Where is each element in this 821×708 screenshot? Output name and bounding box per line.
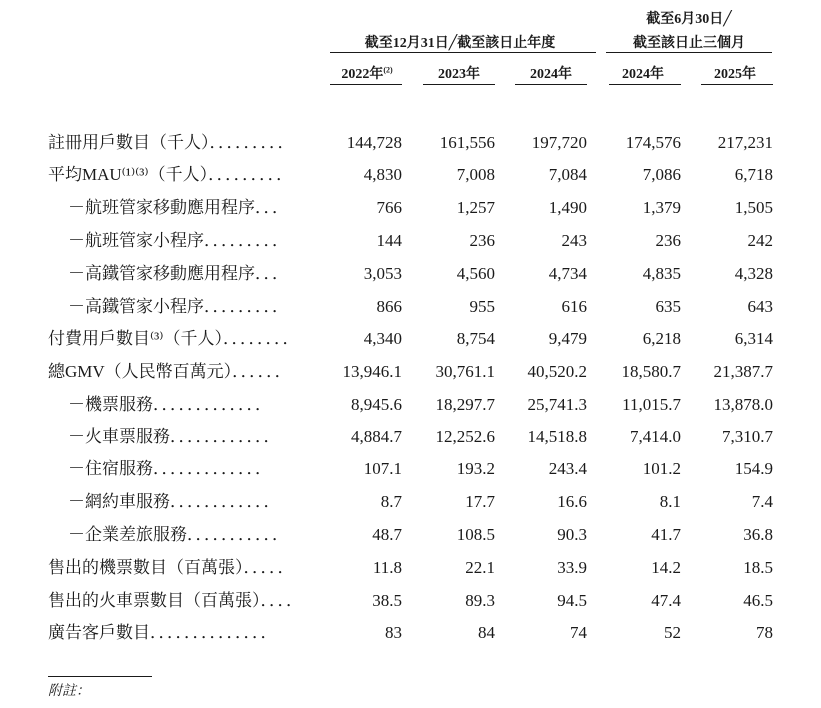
footnote-label: 附註： xyxy=(48,684,90,699)
table-cell: 30,761.1 xyxy=(435,362,495,381)
table-cell: 144,728 xyxy=(346,133,402,152)
table-row xyxy=(0,454,821,484)
table-cell: 40,520.2 xyxy=(527,362,587,381)
table-cell: 242 xyxy=(747,231,773,250)
year-header-text: 2024年 xyxy=(622,67,664,82)
row-label: 總GMV（人民幣百萬元）．．．．．． xyxy=(48,362,292,381)
header-group-three-months-line1: 截至6月30日╱ xyxy=(646,12,732,27)
table-cell: 1,379 xyxy=(642,198,681,217)
year-header-rule xyxy=(515,84,587,85)
year-header xyxy=(605,63,681,83)
header-group-calendar-year: 截至12月31日╱截至該日止年度 xyxy=(364,36,556,51)
row-label: 註冊用戶數目（千人）．．．．．．．．． xyxy=(48,133,295,152)
year-header-text: 2023年 xyxy=(438,67,480,82)
table-cell: 4,830 xyxy=(363,165,402,184)
year-header xyxy=(697,63,773,83)
year-header-text: 2024年 xyxy=(530,67,572,82)
row-label: －企業差旅服務．．．．．．．．．．． xyxy=(68,525,289,544)
table-cell: 635 xyxy=(655,297,681,316)
table-cell: 7,086 xyxy=(642,165,681,184)
table-row xyxy=(0,292,821,322)
header-group-rule-1 xyxy=(330,52,596,53)
table-cell: 9,479 xyxy=(548,329,587,348)
table-cell: 616 xyxy=(561,297,587,316)
table-row xyxy=(0,226,821,256)
table-cell: 107.1 xyxy=(363,459,402,478)
table-row xyxy=(0,193,821,223)
table-cell: 14.2 xyxy=(651,558,681,577)
table-cell: 36.8 xyxy=(743,525,773,544)
table-cell: 108.5 xyxy=(456,525,495,544)
table-row xyxy=(0,390,821,420)
table-cell: 90.3 xyxy=(557,525,587,544)
table-row xyxy=(0,259,821,289)
table-cell: 74 xyxy=(570,623,587,642)
table-cell: 643 xyxy=(747,297,773,316)
table-row xyxy=(0,128,821,158)
row-label: 平均MAU⁽¹⁾⁽³⁾（千人）．．．．．．．．． xyxy=(48,165,294,184)
year-header xyxy=(421,63,497,83)
header-group-three-months-line2: 截至該日止三個月 xyxy=(633,36,745,51)
table-cell: 18,580.7 xyxy=(621,362,681,381)
table-cell: 1,257 xyxy=(456,198,495,217)
table-cell: 4,734 xyxy=(548,264,587,283)
row-label: －航班管家小程序．．．．．．．．． xyxy=(68,231,289,250)
table-cell: 84 xyxy=(478,623,495,642)
table-cell: 7.4 xyxy=(751,492,773,511)
row-label: 付費用戶數目⁽³⁾（千人）．．．．．．．． xyxy=(48,329,300,348)
year-header-rule xyxy=(701,84,773,85)
table-row xyxy=(0,422,821,452)
table-cell: 243 xyxy=(561,231,587,250)
table-row xyxy=(0,357,821,387)
table-cell: 236 xyxy=(655,231,681,250)
table-cell: 4,884.7 xyxy=(351,427,402,446)
table-cell: 197,720 xyxy=(531,133,587,152)
table-cell: 144 xyxy=(376,231,402,250)
table-row xyxy=(0,553,821,583)
table-cell: 13,878.0 xyxy=(713,395,773,414)
table-cell: 174,576 xyxy=(625,133,681,152)
year-header-text: 2025年 xyxy=(714,67,756,82)
table-cell: 217,231 xyxy=(717,133,773,152)
table-cell: 236 xyxy=(469,231,495,250)
header-group-rule-2 xyxy=(606,52,772,53)
table-cell: 866 xyxy=(376,297,402,316)
table-cell: 14,518.8 xyxy=(527,427,587,446)
table-row xyxy=(0,520,821,550)
row-label: －網約車服務．．．．．．．．．．．． xyxy=(68,492,281,511)
table-row xyxy=(0,586,821,616)
table-cell: 3,053 xyxy=(363,264,402,283)
table-cell: 41.7 xyxy=(651,525,681,544)
row-label: 廣告客戶數目．．．．．．．．．．．．．． xyxy=(48,623,278,642)
table-cell: 7,414.0 xyxy=(630,427,681,446)
table-row xyxy=(0,160,821,190)
table-cell: 16.6 xyxy=(557,492,587,511)
table-cell: 17.7 xyxy=(465,492,495,511)
row-label: －高鐵管家小程序．．．．．．．．． xyxy=(68,297,289,316)
table-cell: 6,218 xyxy=(642,329,681,348)
table-cell: 78 xyxy=(756,623,773,642)
table-cell: 22.1 xyxy=(465,558,495,577)
row-label: 售出的火車票數目（百萬張）．．．． xyxy=(48,591,303,610)
table-cell: 161,556 xyxy=(439,133,495,152)
table-cell: 1,505 xyxy=(734,198,773,217)
table-cell: 1,490 xyxy=(548,198,587,217)
table-cell: 83 xyxy=(385,623,402,642)
table-cell: 52 xyxy=(664,623,681,642)
table-cell: 101.2 xyxy=(642,459,681,478)
table-row xyxy=(0,487,821,517)
table-row xyxy=(0,618,821,648)
year-header-rule xyxy=(609,84,681,85)
table-cell: 8,754 xyxy=(456,329,495,348)
year-header-rule xyxy=(423,84,495,85)
table-row xyxy=(0,324,821,354)
table-cell: 18,297.7 xyxy=(435,395,495,414)
year-header xyxy=(513,63,589,83)
table-cell: 8.7 xyxy=(380,492,402,511)
year-header-footnote-ref: (2) xyxy=(383,65,393,75)
table-cell: 46.5 xyxy=(743,591,773,610)
footnote-rule xyxy=(48,676,152,677)
table-cell: 47.4 xyxy=(651,591,681,610)
table-cell: 89.3 xyxy=(465,591,495,610)
table-cell: 13,946.1 xyxy=(342,362,402,381)
year-header xyxy=(329,63,405,83)
table-cell: 38.5 xyxy=(372,591,402,610)
table-cell: 33.9 xyxy=(557,558,587,577)
table-cell: 48.7 xyxy=(372,525,402,544)
table-cell: 7,310.7 xyxy=(722,427,773,446)
table-cell: 955 xyxy=(469,297,495,316)
table-cell: 193.2 xyxy=(456,459,495,478)
table-cell: 4,328 xyxy=(734,264,773,283)
table-cell: 4,340 xyxy=(363,329,402,348)
table-cell: 21,387.7 xyxy=(713,362,773,381)
table-cell: 11,015.7 xyxy=(622,395,681,414)
table-cell: 4,560 xyxy=(456,264,495,283)
table-cell: 11.8 xyxy=(372,558,402,577)
table-cell: 7,008 xyxy=(456,165,495,184)
row-label: －住宿服務．．．．．．．．．．．．． xyxy=(68,459,272,478)
row-label: －航班管家移動應用程序．．． xyxy=(68,198,289,217)
row-label: －火車票服務．．．．．．．．．．．． xyxy=(68,427,281,446)
table-cell: 4,835 xyxy=(642,264,681,283)
table-cell: 243.4 xyxy=(548,459,587,478)
table-cell: 6,718 xyxy=(734,165,773,184)
table-cell: 25,741.3 xyxy=(527,395,587,414)
table-cell: 18.5 xyxy=(743,558,773,577)
table-cell: 12,252.6 xyxy=(435,427,495,446)
row-label: －高鐵管家移動應用程序．．． xyxy=(68,264,289,283)
row-label: －機票服務．．．．．．．．．．．．． xyxy=(68,395,272,414)
table-cell: 766 xyxy=(376,198,402,217)
table-cell: 7,084 xyxy=(548,165,587,184)
year-header-rule xyxy=(330,84,402,85)
table-cell: 154.9 xyxy=(734,459,773,478)
table-cell: 8.1 xyxy=(659,492,681,511)
year-header-text: 2022年 xyxy=(341,67,384,82)
table-cell: 94.5 xyxy=(557,591,587,610)
row-label: 售出的機票數目（百萬張）．．．．． xyxy=(48,558,295,577)
table-cell: 8,945.6 xyxy=(351,395,402,414)
table-cell: 6,314 xyxy=(734,329,773,348)
